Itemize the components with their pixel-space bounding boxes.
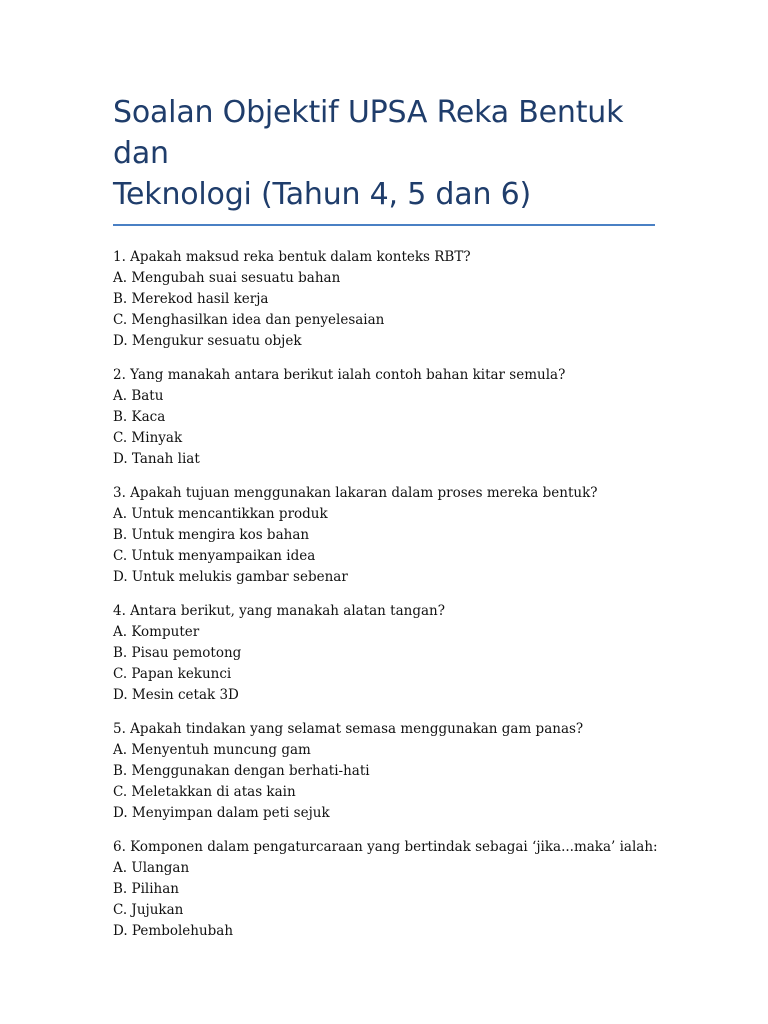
question-text: 1. Apakah maksud reka bentuk dalam konteks RBT? xyxy=(113,249,471,265)
option-a: A. Menyentuh muncung gam xyxy=(113,742,311,758)
question-4 xyxy=(113,601,658,706)
question-text: 3. Apakah tujuan menggunakan lakaran dalam proses mereka bentuk? xyxy=(113,485,598,501)
question-1 xyxy=(113,247,658,352)
option-d: D. Pembolehubah xyxy=(113,923,234,939)
option-a: A. Untuk mencantikkan produk xyxy=(113,506,328,522)
option-d: D. Tanah liat xyxy=(113,451,200,467)
option-d: D. Menyimpan dalam peti sejuk xyxy=(113,805,330,821)
option-b: B. Menggunakan dengan berhati-hati xyxy=(113,763,370,779)
document-page xyxy=(113,92,658,955)
option-a: A. Ulangan xyxy=(113,860,190,876)
question-text: 5. Apakah tindakan yang selamat semasa menggunakan gam panas? xyxy=(113,721,584,737)
question-list xyxy=(113,247,658,942)
option-b: B. Kaca xyxy=(113,409,166,425)
option-a: A. Mengubah suai sesuatu bahan xyxy=(113,270,341,286)
option-c: C. Papan kekunci xyxy=(113,666,232,682)
question-6 xyxy=(113,837,658,942)
question-3 xyxy=(113,483,658,588)
option-b: B. Untuk mengira kos bahan xyxy=(113,527,310,543)
question-text: 6. Komponen dalam pengaturcaraan yang bertindak sebagai ‘jika...maka’ ialah: xyxy=(113,839,658,855)
option-c: C. Minyak xyxy=(113,430,183,446)
question-5 xyxy=(113,719,658,824)
option-b: B. Merekod hasil kerja xyxy=(113,291,269,307)
document-title xyxy=(113,92,658,215)
title-underline xyxy=(113,224,655,226)
title-line-2: Teknologi (Tahun 4, 5 dan 6) xyxy=(113,177,532,212)
question-text: 2. Yang manakah antara berikut ialah contoh bahan kitar semula? xyxy=(113,367,566,383)
question-text: 4. Antara berikut, yang manakah alatan tangan? xyxy=(113,603,445,619)
option-d: D. Mengukur sesuatu objek xyxy=(113,333,302,349)
option-a: A. Komputer xyxy=(113,624,200,640)
option-b: B. Pilihan xyxy=(113,881,179,897)
option-a: A. Batu xyxy=(113,388,164,404)
title-line-1: Soalan Objektif UPSA Reka Bentuk dan xyxy=(113,95,624,171)
question-2 xyxy=(113,365,658,470)
option-d: D. Untuk melukis gambar sebenar xyxy=(113,569,348,585)
option-c: C. Untuk menyampaikan idea xyxy=(113,548,316,564)
option-c: C. Jujukan xyxy=(113,902,184,918)
option-d: D. Mesin cetak 3D xyxy=(113,687,239,703)
option-b: B. Pisau pemotong xyxy=(113,645,242,661)
option-c: C. Menghasilkan idea dan penyelesaian xyxy=(113,312,385,328)
option-c: C. Meletakkan di atas kain xyxy=(113,784,296,800)
